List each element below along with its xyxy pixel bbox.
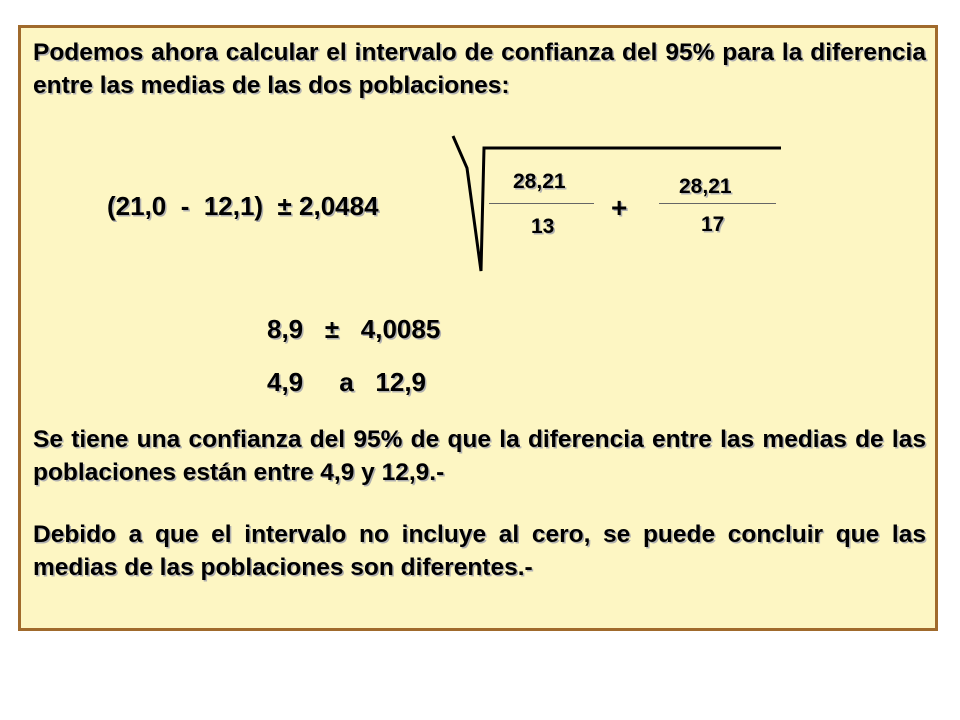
formula-expression: (21,0 - 12,1) ± 2,0484: [107, 191, 379, 221]
interval-line: 4,9 a 12,9: [267, 367, 426, 397]
result-line: 8,9 ± 4,0085: [267, 314, 441, 344]
fraction-2-denominator: 17: [701, 213, 725, 236]
conclusion-paragraph: Se tiene una confianza del 95% de que la diferencia entre las medias de las poblaciones están entre 4,9 y 12,9.-: [33, 426, 926, 486]
plus-operator: +: [611, 192, 628, 223]
slide-panel: [18, 25, 938, 631]
fraction-1-numerator: 28,21: [513, 170, 566, 193]
intro-paragraph: Podemos ahora calcular el intervalo de confianza del 95% para la diferencia entre las medias de las dos poblaciones:: [33, 39, 926, 99]
fraction-2-numerator: 28,21: [679, 175, 732, 198]
final-paragraph: Debido a que el intervalo no incluye al cero, se puede concluir que las medias de las poblaciones son diferentes.-: [33, 521, 926, 581]
fraction-1-denominator: 13: [531, 215, 555, 238]
fraction-1-bar: [489, 203, 594, 204]
fraction-2-bar: [659, 203, 776, 204]
